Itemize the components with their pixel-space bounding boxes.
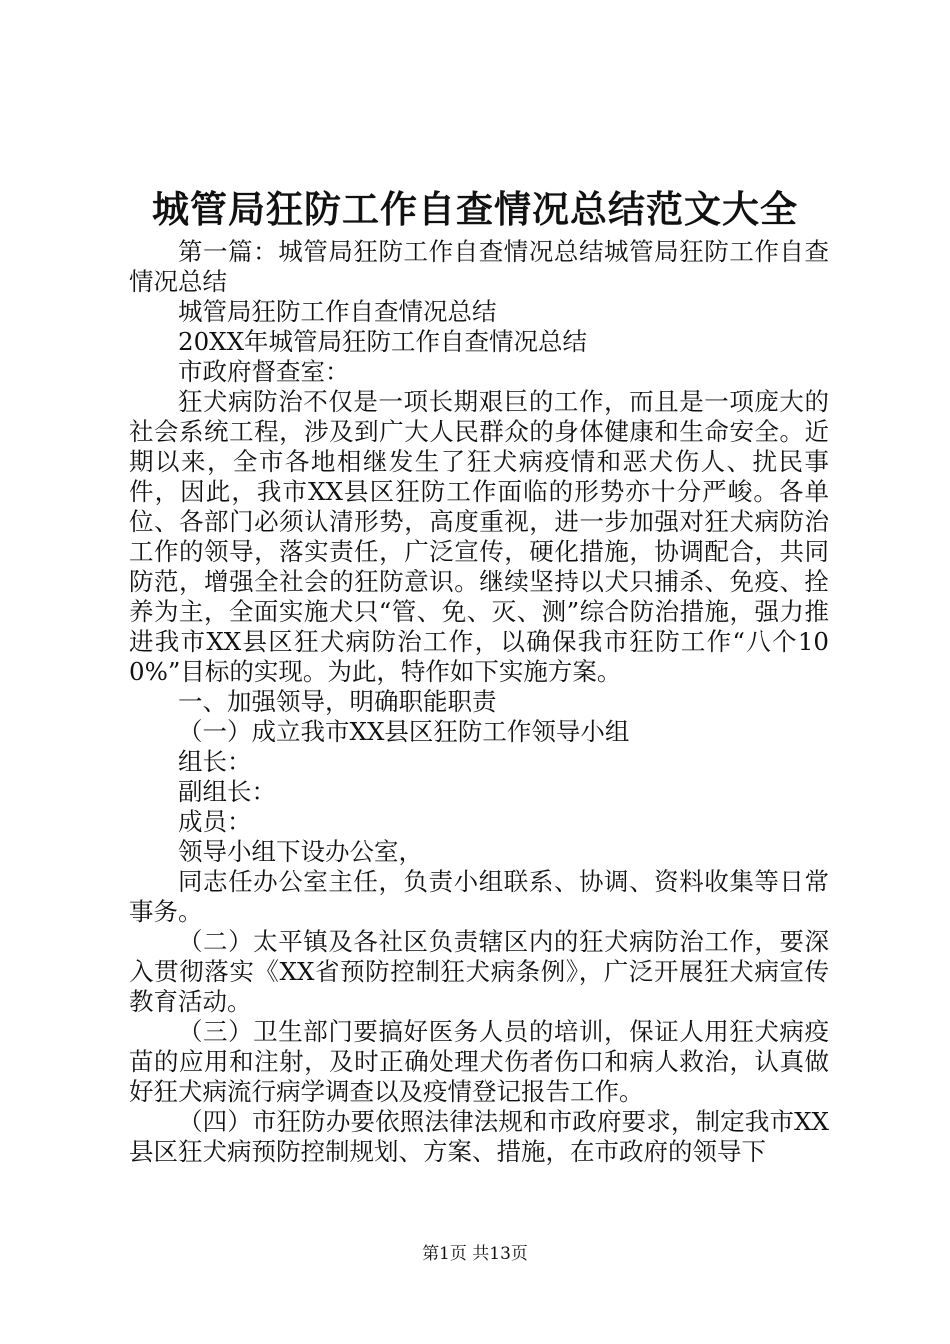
paragraph: 市政府督查室：	[178, 357, 350, 386]
paragraph: 同志任办公室主任，负责小组联系、协调、资料收集等日常事务。	[129, 867, 829, 926]
page-number: 第1页 共13页	[422, 1244, 528, 1264]
paragraph: 领导小组下设办公室，	[178, 837, 423, 866]
paragraph: （二）太平镇及各社区负责辖区内的狂犬病防治工作，要深入贯彻落实《XX省预防控制狂犬病条例》，广泛开展狂犬病宣传教育活动。	[129, 927, 829, 1016]
subsection-heading: （一）成立我市XX县区狂防工作领导小组	[178, 717, 630, 746]
section-heading: 一、加强领导，明确职能职责	[178, 687, 497, 716]
paragraph: 第一篇：城管局狂防工作自查情况总结城管局狂防工作自查情况总结	[129, 237, 829, 296]
document-body	[129, 237, 829, 1167]
paragraph: 20XX年城管局狂防工作自查情况总结	[178, 327, 588, 356]
paragraph: 副组长：	[178, 777, 276, 806]
paragraph: 成员：	[178, 807, 252, 836]
paragraph: 城管局狂防工作自查情况总结	[178, 297, 497, 326]
document-title: 城管局狂防工作自查情况总结范文大全	[152, 187, 798, 231]
paragraph: 组长：	[178, 747, 252, 776]
paragraph: （四）市狂防办要依照法律法规和市政府要求，制定我市XX县区狂犬病预防控制规划、方案、措施，在市政府的领导下	[129, 1107, 829, 1166]
paragraph: （三）卫生部门要搞好医务人员的培训，保证人用狂犬病疫苗的应用和注射，及时正确处理犬伤者伤口和病人救治，认真做好狂犬病流行病学调查以及疫情登记报告工作。	[129, 1017, 829, 1106]
paragraph: 狂犬病防治不仅是一项长期艰巨的工作，而且是一项庞大的社会系统工程，涉及到广大人民群众的身体健康和生命安全。近期以来，全市各地相继发生了狂犬病疫情和恶犬伤人、扰民事件，因此，我市XX县区狂防工作面临的形势亦十分严峻。各单位、各部门必须认清形势，高度重视，进一步加强对狂犬病防治工作的领导，落实责任，广泛宣传，硬化措施，协调配合，共同防范，增强全社会的狂防意识。继续坚持以犬只捕杀、免疫、拴养为主，全面实施犬只“管、免、灭、测”综合防治措施，强力推进我市XX县区狂犬病防治工作，以确保我市狂防工作“八个100%”目标的实现。为此，特作如下实施方案。	[129, 387, 829, 686]
